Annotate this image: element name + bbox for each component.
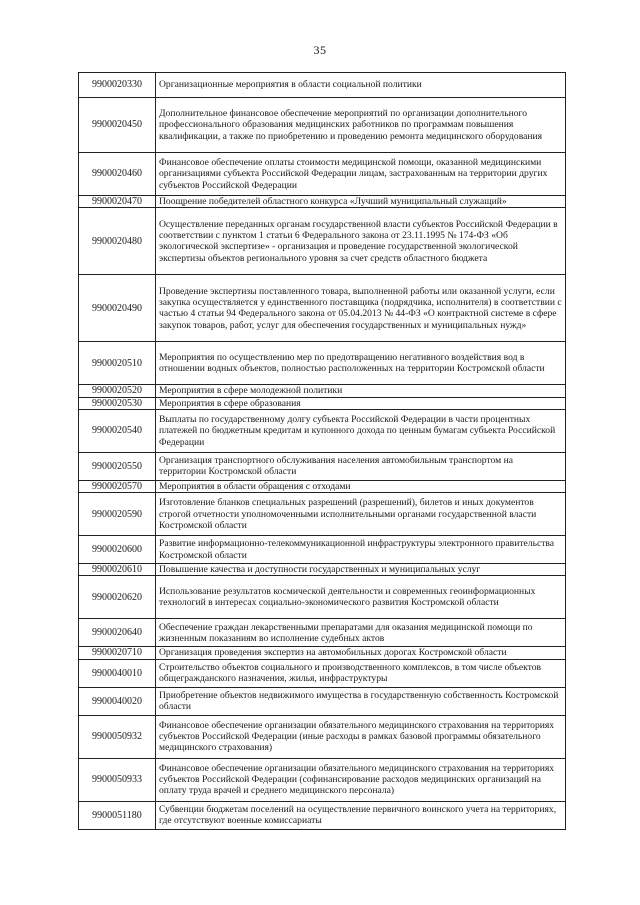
- table-row: [79, 397, 566, 409]
- row-description: Мероприятия в сфере образования: [156, 397, 566, 409]
- row-description: Развитие информационно-телекоммуникационной инфраструктуры электронного правительства Костромской области: [156, 536, 566, 564]
- row-code: 9900051180: [79, 801, 156, 829]
- row-description: Повышение качества и доступности государственных и муниципальных услуг: [156, 564, 566, 576]
- row-code: 9900020480: [79, 208, 156, 275]
- table-row: [79, 196, 566, 208]
- table-row: [79, 275, 566, 342]
- row-code: 9900020460: [79, 153, 156, 196]
- row-description: Мероприятия в сфере молодежной политики: [156, 385, 566, 397]
- row-description: Финансовое обеспечение организации обязательного медицинского страхования на территориях субъектов Российской Федерации (софинансирование расходов медицинских организаций на оплату труда врачей и среднего медицинского персонала): [156, 758, 566, 801]
- row-code: 9900020640: [79, 619, 156, 647]
- table-row: [79, 619, 566, 647]
- row-code: 9900020490: [79, 275, 156, 342]
- row-description: Изготовление бланков специальных разрешений (разрешений), билетов и иных документов строгой отчетности уполномоченными исполнительными органами государственной власти Костромской области: [156, 493, 566, 536]
- table-row: [79, 647, 566, 659]
- row-code: 9900020620: [79, 576, 156, 619]
- table-row: [79, 409, 566, 452]
- row-code: 9900020710: [79, 647, 156, 659]
- row-description: Дополнительное финансовое обеспечение мероприятий по организации дополнительного профессионального образования медицинских работников по программам повышения квалификации, а также по приобретению и проведению ремонта медицинского оборудования: [156, 98, 566, 153]
- table-row: [79, 659, 566, 687]
- row-code: 9900020520: [79, 385, 156, 397]
- table-row: [79, 536, 566, 564]
- row-description: Строительство объектов социального и производственного комплексов, в том числе объектов общегражданского назначения, жилья, инфраструктуры: [156, 659, 566, 687]
- row-description: Осуществление переданных органам государственной власти субъектов Российской Федерации в соответствии с пунктом 1 статьи 6 Федерального закона от 23.11.1995 № 174-ФЗ «Об экологической экспертизе» - организация и проведение государственной экологической экспертизы объектов регионального уровня за счет средств областного бюджета: [156, 208, 566, 275]
- row-description: Субвенции бюджетам поселений на осуществление первичного воинского учета на территориях, где отсутствуют военные комиссариаты: [156, 801, 566, 829]
- table-row: [79, 758, 566, 801]
- table-row: [79, 801, 566, 829]
- table-row: [79, 687, 566, 715]
- row-description: Финансовое обеспечение оплаты стоимости медицинской помощи, оказанной медицинскими организациями субъекта Российской Федерации лицам, застрахованным на территории других субъектов Российской Федерации: [156, 153, 566, 196]
- row-code: 9900050933: [79, 758, 156, 801]
- row-code: 9900020450: [79, 98, 156, 153]
- row-code: 9900020600: [79, 536, 156, 564]
- table-row: [79, 208, 566, 275]
- row-code: 9900020610: [79, 564, 156, 576]
- row-code: 9900020470: [79, 196, 156, 208]
- row-description: Организация транспортного обслуживания населения автомобильным транспортом на территории Костромской области: [156, 452, 566, 480]
- table-row: [79, 452, 566, 480]
- row-code: 9900040020: [79, 687, 156, 715]
- page-number: 35: [313, 43, 327, 57]
- table-row: [79, 153, 566, 196]
- row-description: Финансовое обеспечение организации обязательного медицинского страхования на территориях субъектов Российской Федерации (иные расходы в рамках базовой программы обязательного медицинского страхования): [156, 715, 566, 758]
- table-row: [79, 73, 566, 98]
- row-description: Приобретение объектов недвижимого имущества в государственную собственность Костромской области: [156, 687, 566, 715]
- row-code: 9900020550: [79, 452, 156, 480]
- row-code: 9900050932: [79, 715, 156, 758]
- table-row: [79, 715, 566, 758]
- row-description: Организационные мероприятия в области социальной политики: [156, 73, 566, 98]
- row-code: 9900040010: [79, 659, 156, 687]
- table-row: [79, 385, 566, 397]
- table-row: [79, 493, 566, 536]
- table-row: [79, 480, 566, 492]
- row-code: 9900020570: [79, 480, 156, 492]
- row-description: Проведение экспертизы поставленного товара, выполненной работы или оказанной услуги, если закупка осуществляется у единственного поставщика (подрядчика, исполнителя) в соответствии с частью 4 статьи 94 Федерального закона от 05.04.2013 № 44-ФЗ «О контрактной системе в сфере закупок товаров, работ, услуг для обеспечения государственных и муниципальных нужд»: [156, 275, 566, 342]
- row-code: 9900020510: [79, 342, 156, 385]
- row-code: 9900020530: [79, 397, 156, 409]
- row-code: 9900020330: [79, 73, 156, 98]
- row-description: Поощрение победителей областного конкурса «Лучший муниципальный служащий»: [156, 196, 566, 208]
- row-description: Использование результатов космической деятельности и современных геоинформационных технологий в интересах социально-экономического развития Костромской области: [156, 576, 566, 619]
- row-description: Организация проведения экспертиз на автомобильных дорогах Костромской области: [156, 647, 566, 659]
- row-description: Мероприятия в области обращения с отходами: [156, 480, 566, 492]
- row-code: 9900020590: [79, 493, 156, 536]
- row-description: Выплаты по государственному долгу субъекта Российской Федерации в части процентных платежей по бюджетным кредитам и купонного дохода по ценным бумагам субъекта Российской Федерации: [156, 409, 566, 452]
- table-row: [79, 342, 566, 385]
- table-row: [79, 576, 566, 619]
- table-row: [79, 564, 566, 576]
- table-row: [79, 98, 566, 153]
- budget-code-table: [78, 72, 566, 830]
- row-code: 9900020540: [79, 409, 156, 452]
- row-description: Обеспечение граждан лекарственными препаратами для оказания медицинской помощи по жизненным показаниям во исполнение судебных актов: [156, 619, 566, 647]
- row-description: Мероприятия по осуществлению мер по предотвращению негативного воздействия вод в отношении водных объектов, полностью расположенных на территории Костромской области: [156, 342, 566, 385]
